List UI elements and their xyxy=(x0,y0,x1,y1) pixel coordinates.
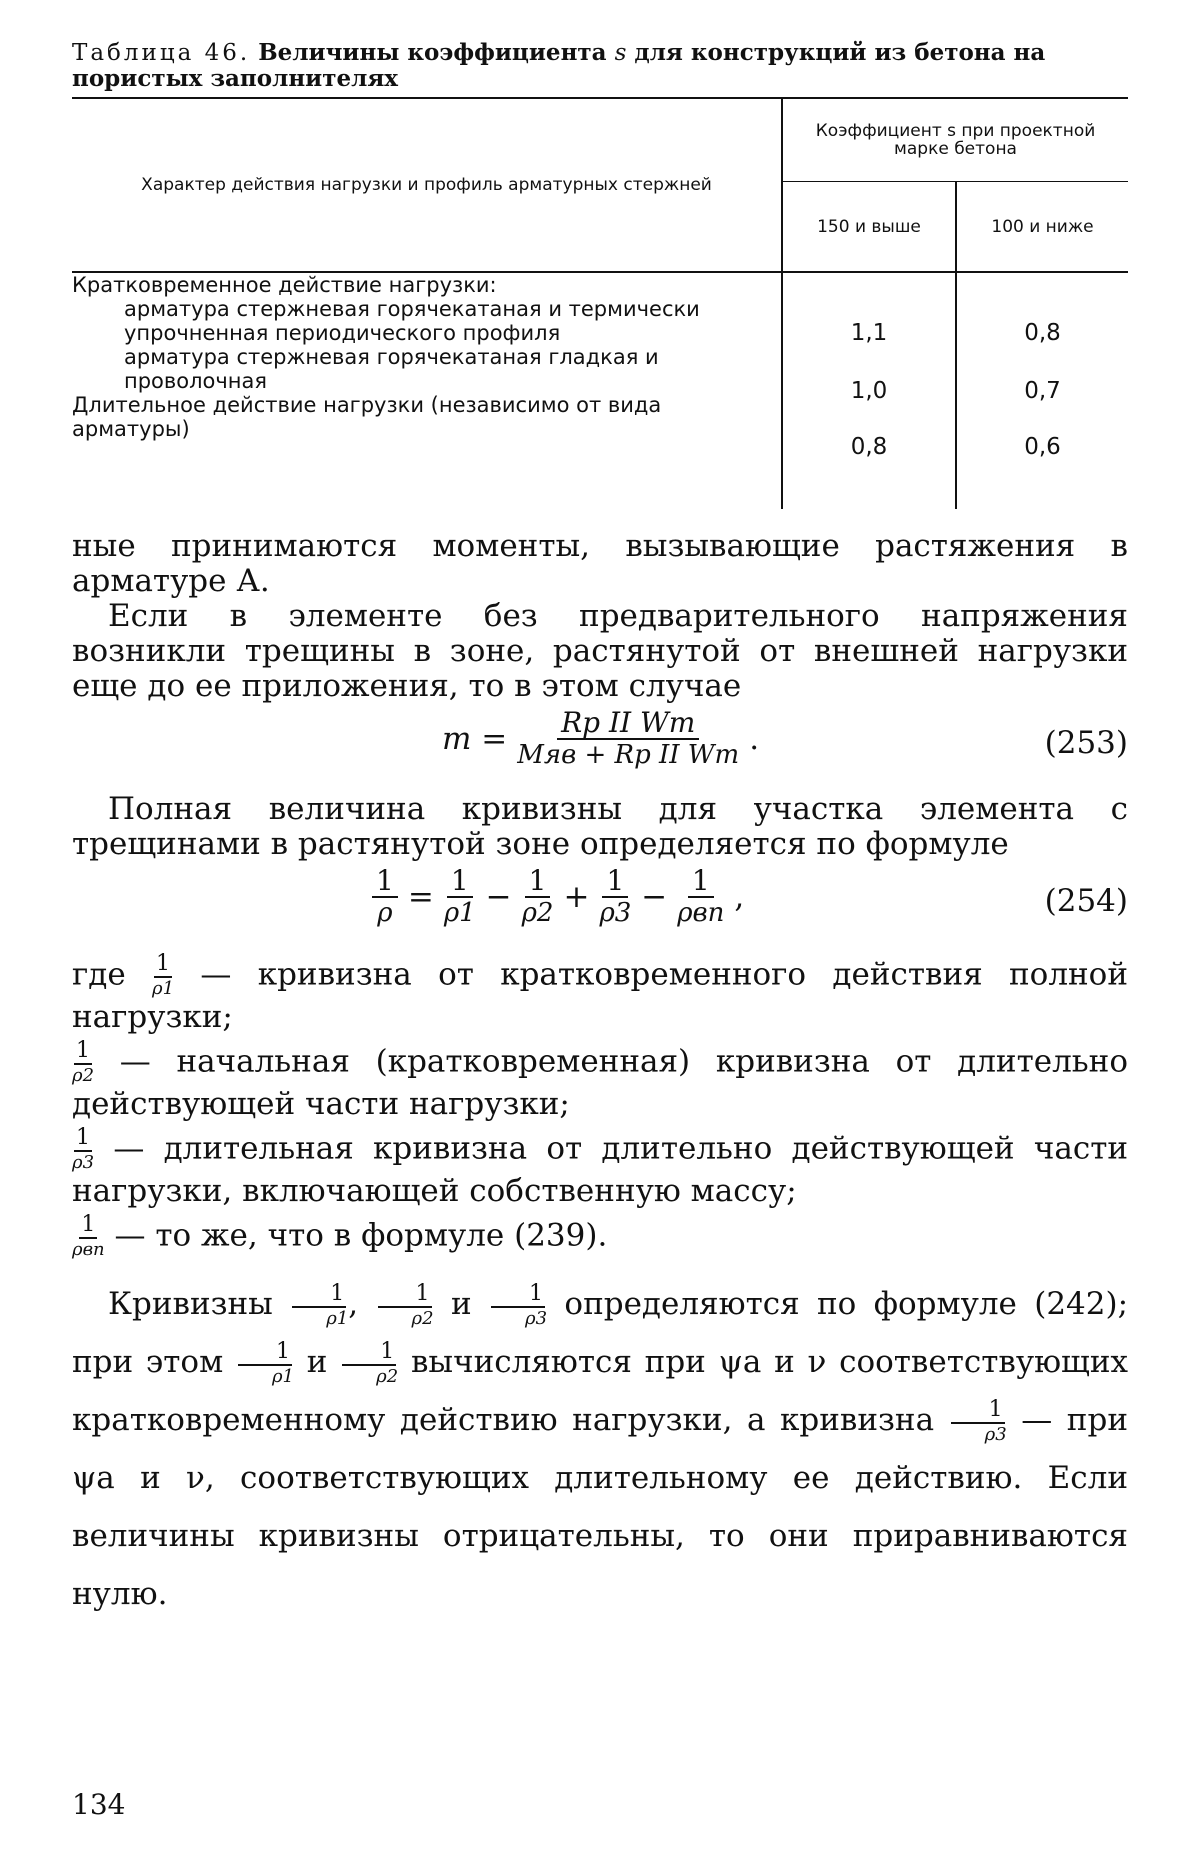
where2-rho: ρ2 xyxy=(72,1065,95,1086)
p4-rho1-b: ρ1 xyxy=(271,1365,294,1387)
body-text xyxy=(72,529,1128,1623)
value-r1c1: 1,1 xyxy=(850,320,888,346)
header-coefficient: Коэффициент s при проектной марке бетона xyxy=(782,98,1128,182)
p4-one-1: 1 xyxy=(292,1282,346,1308)
p4-rho3-b: ρ3 xyxy=(984,1423,1007,1445)
caption-text-1: Величины коэффициента xyxy=(250,39,615,66)
f254-rho1: ρ1 xyxy=(443,898,476,928)
where4-rho: ρвп xyxy=(72,1239,105,1260)
p4-rho1: ρ1 xyxy=(326,1307,349,1329)
where-lead: где xyxy=(72,956,126,993)
p4-one-2: 1 xyxy=(378,1282,432,1308)
formula-254 xyxy=(72,862,1128,944)
p4-one-4: 1 xyxy=(238,1340,292,1366)
table-caption xyxy=(72,40,1128,91)
formula-254-number: (254) xyxy=(1044,883,1128,919)
header-load-character: Характер действия нагрузки и профиль арматурных стержней xyxy=(72,98,782,272)
where3-rho: ρ3 xyxy=(72,1152,95,1173)
value-r3c2: 0,6 xyxy=(1024,434,1061,460)
header-grade-100: 100 и ниже xyxy=(956,182,1128,272)
p4-b: определяются по формуле (242); при этом xyxy=(72,1286,1129,1380)
paragraph-4 xyxy=(72,1275,1128,1623)
column-grade-150-values xyxy=(782,272,956,509)
p4-e: — при ψа и ν, соответствующих длительному ее действию. Если величины кривизны отрицательны, то они приравниваются нулю. xyxy=(72,1402,1128,1612)
where4-one: 1 xyxy=(81,1212,96,1237)
f254-comma: , xyxy=(734,878,745,915)
f254-rho: ρ xyxy=(377,898,393,928)
page xyxy=(72,40,1128,1623)
formula-253-number: (253) xyxy=(1044,725,1128,761)
formula-253-lhs: m = xyxy=(442,720,508,757)
f254-one-c: 1 xyxy=(525,866,551,898)
row-2-text: арматура стержневая горячекатаная гладкая и проволочная xyxy=(124,345,659,393)
f254-rho3: ρ3 xyxy=(599,898,632,928)
p4-rho3: ρ3 xyxy=(524,1307,548,1329)
f254-minus-b: − xyxy=(641,878,668,915)
where-3 xyxy=(72,1126,1128,1209)
page-number: 134 xyxy=(72,1788,126,1821)
column-grade-100-values xyxy=(956,272,1128,509)
value-r3c1: 0,8 xyxy=(850,434,888,460)
f254-one-d: 1 xyxy=(602,866,628,898)
f254-one-a: 1 xyxy=(372,866,398,898)
row-1-text: арматура стержневая горячекатаная и термически упрочненная периодического профиля xyxy=(124,297,700,345)
p4-d: вычисляются при ψа и ν соответствующих кратковременному действию нагрузки, а кривизна xyxy=(72,1344,1129,1438)
row-3-text: Длительное действие нагрузки (независимо от вида арматуры) xyxy=(72,393,662,441)
formula-253-denominator: Mяв + Rр II Wт xyxy=(517,740,740,770)
paragraph-3: Полная величина кривизны для участка элемента с трещинами в растянутой зоне определяется по формуле xyxy=(72,791,1128,862)
where2-one: 1 xyxy=(76,1038,91,1063)
paragraph-1: ные принимаются моменты, вызывающие растяжения в арматуре А. xyxy=(72,528,1128,599)
p4-sep1: , xyxy=(348,1286,359,1322)
value-r1c2: 0,8 xyxy=(1024,320,1061,346)
where3-one: 1 xyxy=(76,1125,91,1150)
where1-one: 1 xyxy=(156,951,171,976)
where-2-text: — начальная (кратковременная) кривизна от длительно действующей части нагрузки; xyxy=(72,1043,1128,1122)
p4-one-3: 1 xyxy=(491,1282,545,1308)
where-1 xyxy=(72,952,1128,1035)
f254-eq: = xyxy=(407,878,434,915)
formula-253-numerator: Rр II Wт xyxy=(557,708,699,740)
paragraph-2: Если в элементе без предварительного напряжения возникли трещины в зоне, растянутой от внешней нагрузки еще до ее приложения, то в этом случае xyxy=(72,598,1128,704)
formula-253-fraction xyxy=(517,708,739,770)
f254-one-e: 1 xyxy=(688,866,714,898)
f254-one-b: 1 xyxy=(447,866,473,898)
formula-253: m = $\frac{\text{Rр II Wт}}{\text{Mяв + Rр II Wт}}$ . (253) xyxy=(442,706,1128,770)
table-row-descriptions xyxy=(72,272,782,509)
table-label: Таблица 46. xyxy=(72,40,251,66)
f254-minus-a: − xyxy=(485,878,512,915)
p4-sep2: и xyxy=(450,1286,472,1322)
p4-rho2-b: ρ2 xyxy=(376,1365,399,1387)
value-r2c1: 1,0 xyxy=(850,378,888,404)
coefficient-table xyxy=(72,97,1128,509)
caption-symbol: s xyxy=(614,40,627,66)
f254-rhoan: ρвп xyxy=(677,898,725,928)
where-1-text: — кривизна от кратковременного действия полной нагрузки; xyxy=(72,956,1129,1035)
row-short-title: Кратковременное действие нагрузки: xyxy=(72,273,497,297)
p4-rho2: ρ2 xyxy=(411,1307,434,1329)
where1-rho: ρ1 xyxy=(152,978,175,999)
p4-one-6: 1 xyxy=(951,1398,1005,1424)
where-2 xyxy=(72,1039,1128,1122)
f254-plus: + xyxy=(563,878,590,915)
header-grade-150: 150 и выше xyxy=(782,182,956,272)
where-3-text: — длительная кривизна от длительно действующей части нагрузки, включающей собственную массу; xyxy=(72,1130,1129,1209)
f254-rho2: ρ2 xyxy=(521,898,554,928)
p4-a: Кривизны xyxy=(108,1286,273,1322)
value-r2c2: 0,7 xyxy=(1024,378,1061,404)
p4-one-5: 1 xyxy=(342,1340,396,1366)
p4-c: и xyxy=(306,1344,328,1380)
caption-text-2: для конструкций из бетона на пористых заполнителях xyxy=(72,39,1046,92)
where-4-text: — то же, что в формуле (239). xyxy=(114,1217,608,1254)
where-4 xyxy=(72,1213,1128,1261)
